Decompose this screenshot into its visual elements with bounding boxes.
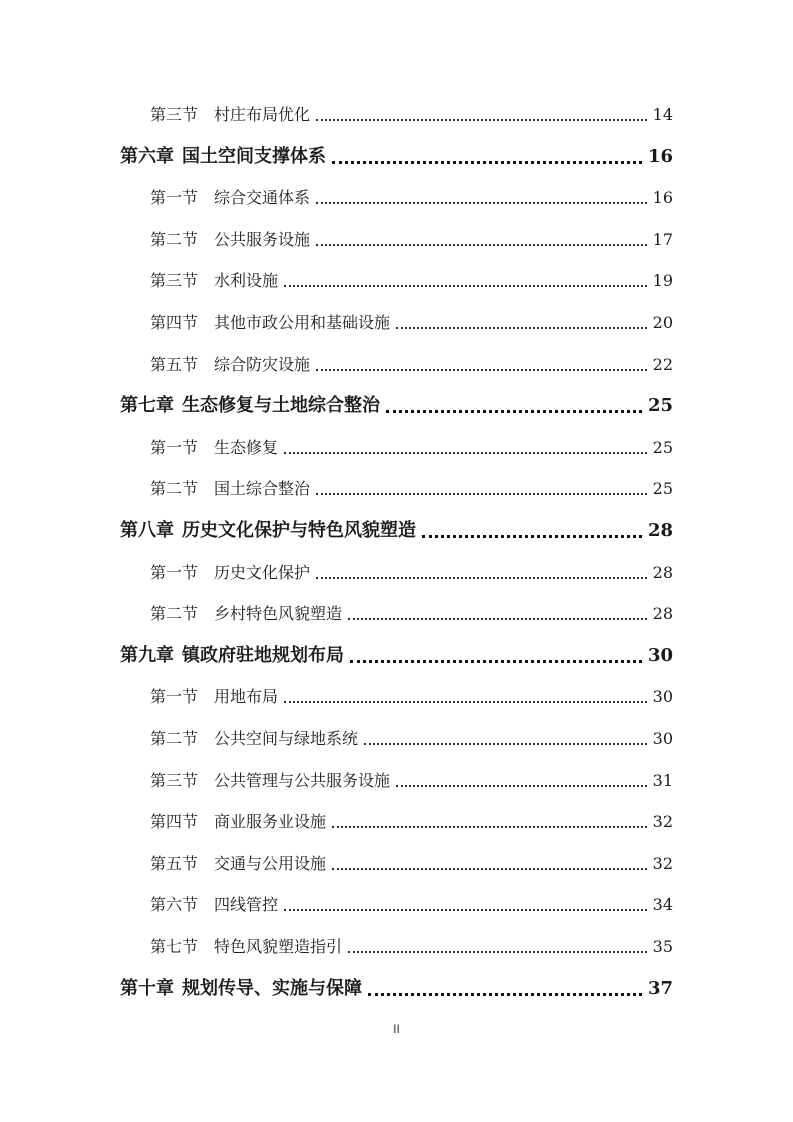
toc-section-entry[interactable]	[150, 929, 673, 959]
toc-entry-page: 37	[647, 977, 673, 999]
toc-entry-number: 第二节	[150, 604, 199, 624]
toc-entry-page: 25	[652, 437, 673, 457]
toc-entry-label	[150, 602, 342, 626]
toc-dot-leader	[284, 451, 647, 454]
toc-dot-leader	[284, 700, 647, 703]
toc-entry-label	[150, 893, 278, 917]
toc-section-entry[interactable]	[150, 721, 673, 751]
toc-section-entry[interactable]	[150, 471, 673, 501]
toc-entry-page: 30	[652, 729, 673, 748]
toc-entry-title: 水利设施	[214, 271, 279, 291]
toc-dot-leader	[364, 742, 647, 745]
toc-entry-title: 生态修复与土地综合整治	[182, 395, 380, 417]
toc-dot-leader	[316, 243, 647, 246]
toc-dot-leader	[348, 617, 647, 620]
toc-entry-title: 用地布局	[214, 687, 279, 707]
toc-section-entry[interactable]	[150, 804, 673, 834]
toc-entry-page: 32	[652, 812, 673, 832]
toc-entry-label	[150, 810, 326, 834]
toc-entry-number: 第三节	[150, 105, 199, 124]
toc-entry-number: 第三节	[150, 271, 199, 291]
toc-entry-label	[120, 644, 344, 668]
toc-entry-number: 第七节	[150, 937, 199, 956]
toc-entry-number: 第七章	[120, 395, 174, 417]
toc-entry-number: 第六章	[120, 145, 174, 167]
toc-entry-title: 生态修复	[214, 437, 279, 457]
toc-entry-label	[150, 269, 278, 293]
toc-dot-leader	[332, 160, 642, 164]
toc-entry-page: 19	[652, 271, 673, 291]
toc-entry-label	[150, 436, 278, 460]
toc-entry-title: 其他市政公用和基础设施	[214, 313, 391, 332]
toc-entry-number: 第五节	[150, 853, 199, 873]
toc-entry-page: 31	[652, 770, 673, 790]
toc-entry-page: 28	[647, 520, 673, 541]
toc-entry-title: 镇政府驻地规划布局	[182, 644, 344, 666]
toc-entry-label	[150, 769, 390, 793]
toc-dot-leader	[422, 534, 642, 538]
toc-entry-label	[120, 145, 326, 169]
toc-entry-title: 公共空间与绿地系统	[214, 729, 359, 748]
toc-entry-page: 25	[647, 395, 673, 417]
toc-section-entry[interactable]	[150, 679, 673, 709]
toc-section-entry[interactable]	[150, 222, 673, 252]
toc-entry-number: 第一节	[150, 188, 199, 208]
toc-entry-number: 第九章	[120, 644, 174, 666]
toc-entry-label	[120, 519, 416, 543]
toc-entry-page: 17	[652, 229, 673, 249]
toc-entry-page: 20	[652, 313, 673, 332]
toc-entry-title: 商业服务业设施	[214, 812, 327, 832]
toc-entry-number: 第十章	[120, 977, 174, 999]
toc-dot-leader	[316, 368, 647, 371]
toc-section-entry[interactable]	[150, 180, 673, 210]
toc-entry-number: 第四节	[150, 812, 199, 832]
toc-entry-label	[120, 394, 380, 418]
toc-entry-number: 第二节	[150, 229, 199, 249]
toc-entry-number: 第二节	[150, 479, 199, 499]
toc-section-entry[interactable]	[150, 846, 673, 876]
toc-entry-page: 32	[652, 853, 673, 873]
toc-entry-page: 28	[652, 562, 673, 582]
toc-dot-leader	[332, 825, 647, 828]
toc-chapter-entry[interactable]	[120, 513, 673, 543]
toc-entry-number: 第六节	[150, 895, 199, 915]
toc-section-entry[interactable]	[150, 555, 673, 585]
toc-dot-leader	[284, 284, 647, 287]
toc-entry-label	[150, 353, 310, 377]
toc-entry-title: 四线管控	[214, 895, 279, 915]
toc-entry-label	[120, 977, 362, 1001]
toc-chapter-entry[interactable]	[120, 638, 673, 668]
toc-section-entry[interactable]	[150, 596, 673, 626]
toc-dot-leader	[316, 576, 647, 579]
toc-entry-page: 25	[652, 479, 673, 499]
toc-section-entry[interactable]	[150, 97, 673, 127]
toc-entry-title: 历史文化保护与特色风貌塑造	[182, 520, 416, 541]
toc-entry-title: 综合交通体系	[214, 188, 311, 208]
toc-entry-label	[150, 852, 326, 876]
toc-entry-label	[150, 685, 278, 709]
toc-entry-title: 规划传导、实施与保障	[182, 977, 362, 999]
toc-chapter-entry[interactable]	[120, 971, 673, 1001]
toc-dot-leader	[316, 201, 647, 204]
toc-entry-number: 第八章	[120, 520, 174, 541]
toc-section-entry[interactable]	[150, 305, 673, 335]
toc-section-entry[interactable]	[150, 263, 673, 293]
toc-dot-leader	[396, 784, 647, 787]
toc-entry-label	[150, 727, 358, 751]
toc-dot-leader	[316, 118, 647, 121]
toc-entry-title: 综合防灾设施	[214, 354, 311, 374]
toc-section-entry[interactable]	[150, 347, 673, 377]
toc-section-entry[interactable]	[150, 430, 673, 460]
toc-entry-number: 第一节	[150, 562, 199, 582]
toc-entry-title: 交通与公用设施	[214, 853, 327, 873]
toc-entry-title: 国土综合整治	[214, 479, 311, 499]
toc-entry-page: 16	[652, 188, 673, 208]
toc-entry-page: 28	[652, 604, 673, 624]
toc-entry-number: 第一节	[150, 687, 199, 707]
toc-entry-title: 公共服务设施	[214, 229, 311, 249]
toc-dot-leader	[284, 908, 647, 911]
toc-dot-leader	[368, 992, 642, 996]
toc-entry-number: 第五节	[150, 354, 199, 374]
toc-dot-leader	[396, 326, 647, 329]
toc-dot-leader	[332, 867, 647, 870]
toc-section-entry[interactable]	[150, 763, 673, 793]
toc-entry-title: 历史文化保护	[214, 562, 311, 582]
toc-entry-number: 第二节	[150, 729, 199, 748]
toc-section-entry[interactable]	[150, 887, 673, 917]
toc-entry-page: 34	[652, 895, 673, 915]
toc-entry-number: 第一节	[150, 437, 199, 457]
toc-entry-label	[150, 228, 310, 252]
toc-entry-page: 14	[652, 105, 673, 124]
toc-entry-label	[150, 186, 310, 210]
toc-entry-page: 16	[647, 145, 673, 167]
toc-chapter-entry[interactable]	[120, 139, 673, 169]
toc-entry-page: 30	[647, 644, 673, 666]
toc-entry-number: 第三节	[150, 770, 199, 790]
page-number: II	[393, 1022, 400, 1036]
toc-dot-leader	[350, 659, 642, 663]
toc-entry-title: 国土空间支撑体系	[182, 145, 326, 167]
toc-chapter-entry[interactable]	[120, 388, 673, 418]
toc-entry-label	[150, 311, 390, 335]
toc-entry-label	[150, 477, 310, 501]
toc-entry-page: 22	[652, 354, 673, 374]
toc-dot-leader	[316, 492, 647, 495]
toc-entry-page: 35	[652, 937, 673, 956]
toc-entry-title: 特色风貌塑造指引	[214, 937, 343, 956]
toc-entry-page: 30	[652, 687, 673, 707]
toc-entry-number: 第四节	[150, 313, 199, 332]
toc-entry-label	[150, 935, 342, 959]
toc-entry-label	[150, 103, 310, 127]
toc-entry-title: 村庄布局优化	[214, 105, 311, 124]
toc-dot-leader	[348, 950, 647, 953]
toc-entry-title: 乡村特色风貌塑造	[214, 604, 343, 624]
toc-dot-leader	[386, 409, 642, 413]
toc-entry-title: 公共管理与公共服务设施	[214, 770, 391, 790]
toc-entry-label	[150, 561, 310, 585]
